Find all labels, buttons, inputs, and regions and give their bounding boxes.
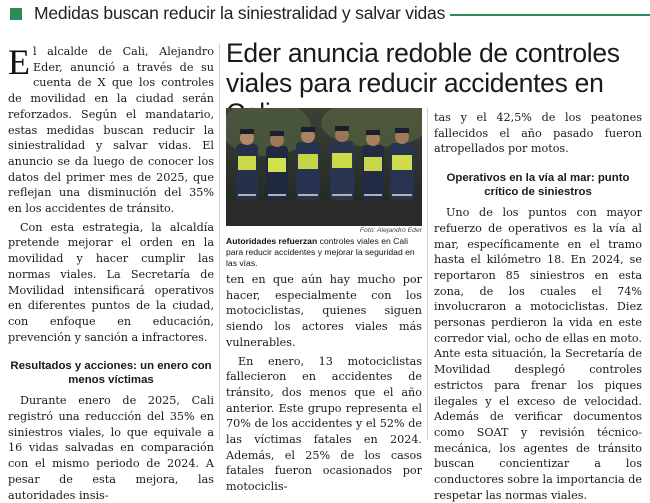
photo-traffic-officers bbox=[226, 108, 422, 226]
article-column-3 bbox=[434, 110, 642, 503]
column-3-paragraph-2: Uno de los puntos con mayor refuerzo de operativos es la vía al mar, específicamente en el tramo hasta el kilómetro 18. En 2024, se reportaron 85 siniestros en esta zona, de los cuales el 74% involucraron a motociclistas. Diez personas perdieron la vida en este corredor vial, ocho de ellas en moto. Ante esta situación, la Secretaría de Movilidad desplegó controles estrictos para frenar los piques ilegales y el exceso de velocidad. Además de verificar documentos como SOAT y revisión técnico-mecánica, los agentes de tránsito buscan concientizar a los conductores sobre la importancia de respetar las normas viales. bbox=[434, 206, 642, 502]
caption-lead: Autoridades refuerzan bbox=[226, 236, 318, 246]
subhead-operativos: Operativos en la vía al mar: punto crítico de siniestros bbox=[446, 172, 630, 199]
article-column-1 bbox=[8, 44, 214, 503]
section-rule bbox=[450, 14, 650, 16]
section-kicker: Medidas buscan reducir la siniestralidad y salvar vidas bbox=[34, 3, 446, 23]
caption-text: controles viales en Cali para reducir accidentes y mejorar la seguridad en las vías. bbox=[226, 236, 415, 268]
column-1-paragraph-1 bbox=[8, 44, 214, 217]
column-1-paragraph-1-text: l alcalde de Cali, Alejandro Eder, anunció a través de su cuenta de X que los controles de movilidad en la ciudad serán reforzados. Según el mandatario, estas medidas buscan reducir la siniestralidad y salvar vidas. El anuncio se da luego de conocer los datos del primer mes de 2025, que reflejan una disminución del 35% en los accidentes de tránsito. bbox=[8, 45, 214, 216]
section-square-marker bbox=[10, 8, 22, 20]
column-1-paragraph-2: Con esta estrategia, la alcaldía pretende mejorar el orden en la movilidad y hacer cumplir las normas viales. La Secretaría de Movilidad intensificará operativos en diferentes puntos de la ciudad, con enfoque en educación, prevención y sanción a infractores. bbox=[8, 220, 214, 344]
column-3-paragraph-1: tas y el 42,5% de los peatones fallecidos el año pasado fueron atropellados por motos. bbox=[434, 111, 642, 156]
subhead-resultados: Resultados y acciones: un enero con menos víctimas bbox=[10, 360, 212, 387]
column-2-paragraph-2: En enero, 13 motociclistas fallecieron en accidentes de tránsito, dos menos que el año anterior. Este grupo representa el 70% de los accidentes y el 52% de las víctimas fatales en 2024. Además, el 25% de los casos fatales fueron ocasionados por motociclis- bbox=[226, 354, 422, 494]
drop-cap: E bbox=[8, 42, 30, 82]
column-divider-1 bbox=[219, 44, 220, 440]
photo-credit: Foto: Alejandro Eder bbox=[359, 227, 422, 234]
article-column-2 bbox=[226, 272, 422, 495]
headline: Eder anuncia redoble de controles viales para reducir accidentes en bbox=[226, 38, 620, 98]
traffic-officers-illustration bbox=[226, 108, 422, 226]
column-2-paragraph-1: ten en que aún hay mucho por hacer, especialmente con los motociclistas, quienes siguen siendo los actores viales más vulnerables. bbox=[226, 273, 422, 349]
column-divider-2 bbox=[427, 108, 428, 440]
column-1-paragraph-3: Durante enero de 2025, Cali registró una reducción del 35% en siniestros viales, lo que equivale a 16 vidas salvadas en comparación con el mismo periodo de 2024. A pesar de esta mejora, las autoridades insis- bbox=[8, 394, 214, 502]
photo-caption bbox=[226, 236, 422, 269]
section-header bbox=[0, 0, 650, 30]
